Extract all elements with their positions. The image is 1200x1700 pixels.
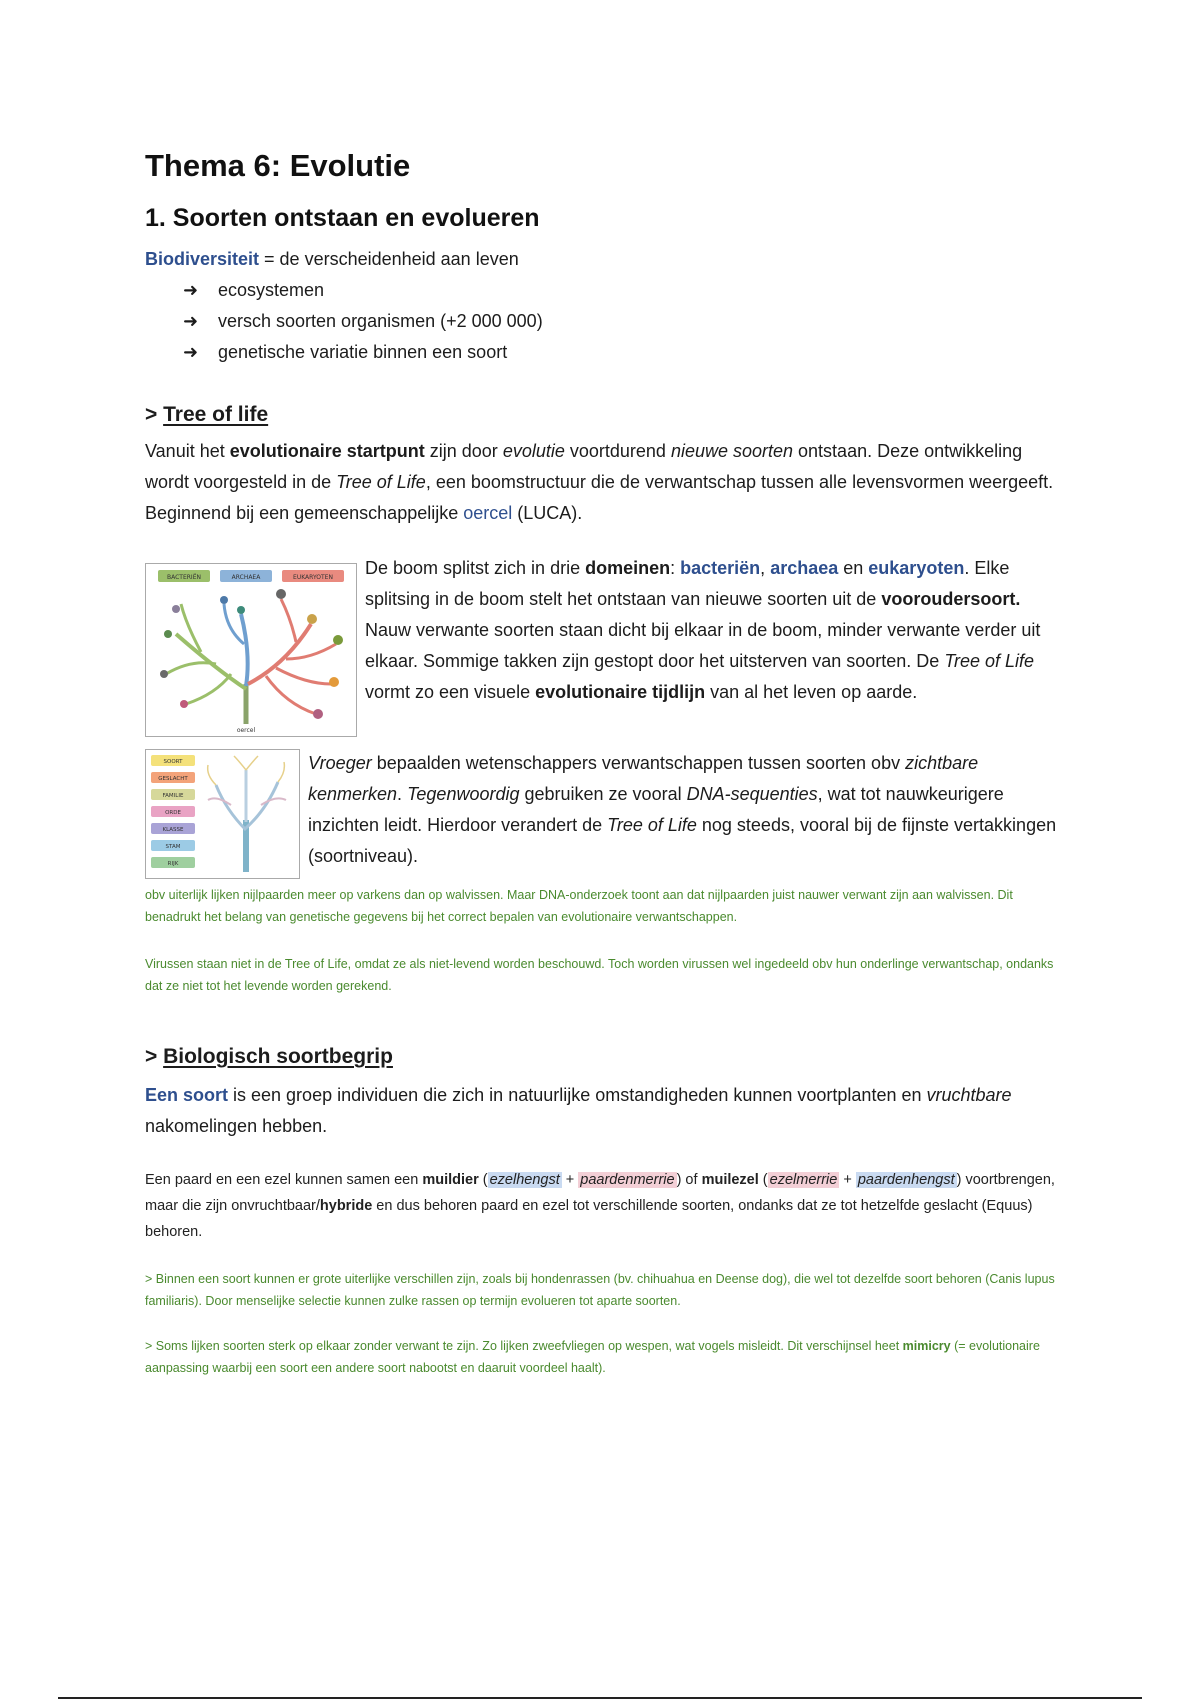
tree-intro-paragraph: Vanuit het evolutionaire startpunt zijn door evolutie voortdurend nieuwe soorten ontstaan. Deze ontwikkeling wordt voorgesteld in de Tree of Life, een boomstructuur die de verwantschap tussen alle levensvormen weergeeft. Beginnend bij een gemeenschappelijke oercel (LUCA). bbox=[145, 441, 1054, 523]
dna-paragraph: Vroeger bepaalden wetenschappers verwantschappen tussen soorten obv zichtbare kenmerken. Tegenwoordig gebruiken ze vooral DNA-sequenties, wat tot nauwkeurigere inzichten leidt. Hierdoor verandert de Tree of Life nog steeds, vooral bij de fijnste vertakkingen (soortniveau). bbox=[308, 753, 1057, 866]
note-dog-breeds: > Binnen een soort kunnen er grote uiterlijke verschillen zijn, zoals bij hondenrassen (bv. chihuahua en Deense dog), die wel tot dezelfde soort behoren (Canis lupus familiaris). Door menselijke selectie kunnen zulke rassen op termijn evolueren tot aparte soorten. bbox=[145, 1272, 1055, 1308]
rank-label: KLASSE bbox=[162, 827, 184, 833]
note-hippo-whale: obv uiterlijk lijken nijlpaarden meer op varkens dan op walvissen. Maar DNA-onderzoek toont aan dat nijlpaarden juist nauwer verwant zijn aan walvissen. Dit benadrukt het belang van genetische gegevens bij het correct bepalen van evolutionaire verwantschappen. bbox=[145, 888, 1013, 924]
taxonomy-ranks-figure bbox=[145, 749, 300, 879]
list-item: ➜ ecosystemen bbox=[183, 275, 543, 306]
section-heading: 1. Soorten ontstaan en evolueren bbox=[145, 204, 540, 232]
page-title: Thema 6: Evolutie bbox=[145, 148, 411, 183]
fig-label-bacteria: BACTERIËN bbox=[167, 574, 201, 581]
rank-label: FAMILIE bbox=[162, 793, 184, 799]
list-item: ➜ versch soorten organismen (+2 000 000) bbox=[183, 306, 543, 337]
rank-label: ORDE bbox=[165, 810, 181, 816]
subsection-heading-species: > Biologisch soortbegrip bbox=[145, 1045, 393, 1068]
tree-of-life-figure bbox=[145, 563, 357, 737]
rank-label: STAM bbox=[165, 844, 181, 850]
footer-divider bbox=[58, 1697, 1142, 1699]
taxonomy-tree-illustration bbox=[146, 750, 299, 878]
list-item: ➜ genetische variatie binnen een soort bbox=[183, 337, 543, 368]
arrow-icon: ➜ bbox=[183, 280, 199, 300]
note-viruses: Virussen staan niet in de Tree of Life, omdat ze als niet-levend worden beschouwd. Toch worden virussen wel ingedeeld obv hun onderlinge verwantschap, ondanks dat ze niet tot het levende worden gerekend. bbox=[145, 957, 1054, 993]
fig-label-archaea: ARCHAEA bbox=[231, 574, 261, 581]
tree-of-life-illustration bbox=[146, 564, 356, 736]
subsection-heading-tree-of-life: > Tree of life bbox=[145, 403, 269, 426]
rank-label: RIJK bbox=[167, 861, 179, 867]
hybrid-example-paragraph: Een paard en een ezel kunnen samen een muildier ( ezelhengst + paardenmerrie ) of muilezel ( ezelmerrie + paardenhengst ) voortbrengen, maar die zijn onvruchtbaar/hybride en dus behoren paard en ezel tot verschillende soorten, ondanks dat ze tot hetzelfde geslacht (Equus) behoren. bbox=[145, 1172, 1055, 1240]
arrow-icon: ➜ bbox=[183, 342, 199, 362]
fig-label-eukaryotes: EUKARYOTEN bbox=[293, 574, 333, 581]
biodiversity-list bbox=[183, 275, 543, 368]
note-mimicry: > Soms lijken soorten sterk op elkaar zonder verwant te zijn. Zo lijken zweefvliegen op wespen, wat vogels misleidt. Dit verschijnsel heet mimicry (= evolutionaire aanpassing waarbij een soort een andere soort nabootst en daaruit voordeel haalt). bbox=[145, 1339, 1040, 1375]
rank-label: GESLACHT bbox=[158, 776, 188, 782]
rank-label: SOORT bbox=[163, 759, 183, 765]
species-definition: Een soort is een groep individuen die zich in natuurlijke omstandigheden kunnen voortplanten en vruchtbare nakomelingen hebben. bbox=[145, 1085, 1012, 1136]
domains-paragraph: De boom splitst zich in drie domeinen: bacteriën, archaea en eukaryoten. Elke splitsing in de boom stelt het ontstaan van nieuwe soorten uit de vooroudersoort. Nauw verwante soorten staan dicht bij elkaar in de boom, minder verwante verder uit elkaar. Sommige takken zijn gestopt door het uitsterven van soorten. De Tree of Life vormt zo een visuele evolutionaire tijdlijn van al het leven op aarde. bbox=[365, 558, 1041, 702]
arrow-icon: ➜ bbox=[183, 311, 199, 331]
biodiversity-definition: Biodiversiteit = de verscheidenheid aan leven bbox=[145, 249, 519, 269]
fig-label-root: oercel bbox=[236, 727, 256, 734]
